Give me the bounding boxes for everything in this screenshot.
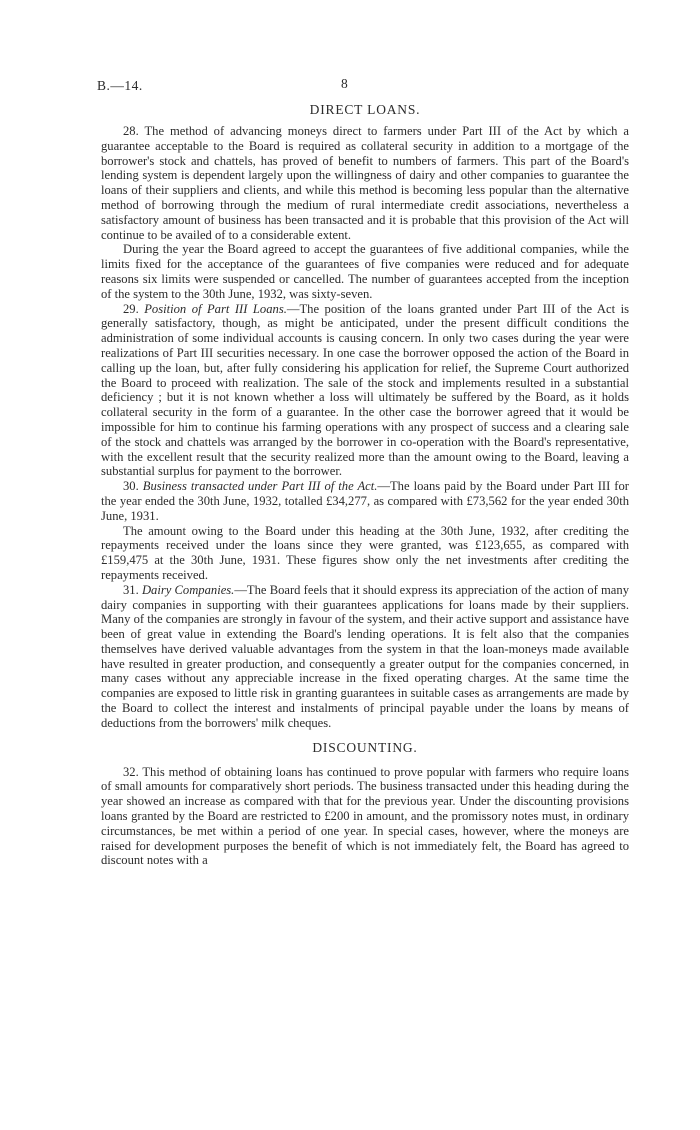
paragraph-title: Position of Part III Loans. bbox=[144, 301, 287, 316]
document-page bbox=[97, 76, 629, 868]
paragraph-30-continued: The amount owing to the Board under this heading at the 30th June, 1932, after crediting the repayments received under the loans since they were granted, was £123,655, as compared with £159,475 at the 30th June, 1931. These figures show only the net investments after crediting the repayments received. bbox=[101, 523, 629, 582]
paragraph-29: 29. Position of Part III Loans.—The position of the loans granted under Part III of the Act is generally satisfactory, though, as might be anticipated, under the present difficult conditions the administration of some individual accounts is causing concern. In only two cases during the year were realizations of Part III securities necessary. In one case the borrower opposed the action of the Board in calling up the loan, but, after fully considering his application for relief, the Supreme Court authorized the Board to proceed with realization. The sale of the stock and implements resulted in a substantial deficiency ; but it is not known whether a loss will ultimately be suffered by the Board, as it holds collateral security in the form of a guarantee. In the other case the borrower agreed that it would be impossible for him to continue his farming operations with any prospect of success and a clearing sale of the stock and chattels was arranged by the borrower in co-operation with the Board's representative, with the excellent result that the security realized more than the amount owing to the Board, leaving a substantial surplus for payment to the borrower. bbox=[101, 301, 629, 479]
paragraph-title: Business transacted under Part III of the Act. bbox=[142, 479, 378, 494]
section-heading-direct-loans: DIRECT LOANS. bbox=[309, 102, 421, 117]
page-header bbox=[97, 76, 629, 96]
paragraph-28: 28. The method of advancing moneys direct to farmers under Part III of the Act by which a guarantee acceptable to the Board is required as collateral security in addition to a mortgage of the borrower's stock and chattels, has proved of benefit to numbers of farmers. This part of the Board's lending system is dependent largely upon the willingness of dairy and other companies to guarantee the loans of their suppliers and clients, and while this method is becoming less popular than the alternative method of borrowing through the medium of rural intermediate credit associations, nevertheless a satisfactory amount of business has been transacted and it is probable that this provision of the Act will continue to be availed of to a considerable extent. bbox=[101, 124, 629, 242]
paragraph-31: 31. Dairy Companies.—The Board feels that it should express its appreciation of the action of many dairy companies in supporting with their guarantees applications for loans made by their suppliers. Many of the companies are strongly in favour of the system, and their active support and assistance have been of great value in extending the Board's lending operations. It is felt also that the companies themselves have derived valuable advantages from the system in that the loan-moneys made available have resulted in greater production, and consequently a greater output for the companies concerned, in many cases without any appreciable increase in the fixed operating charges. At the same time the companies are exposed to little risk in granting guarantees in suitable cases as arrangements are made by the Board to collect the interest and instalments of principal payable under the loans by means of deductions from the borrowers' milk cheques. bbox=[101, 582, 629, 730]
paragraph-32: 32. This method of obtaining loans has continued to prove popular with farmers who require loans of small amounts for comparatively short periods. The business transacted under this heading during the year showed an increase as compared with that for the previous year. Under the discounting provisions loans granted by the Board are restricted to £200 in amount, and the promissory notes must, in ordinary circumstances, be met within a period of one year. In special cases, however, where the moneys are raised for development purposes the benefit of which is not immediately felt, the Board has agreed to discount notes with a bbox=[101, 764, 629, 868]
report-reference: B.—14. bbox=[97, 78, 143, 93]
paragraph-30: 30. Business transacted under Part III of the Act.—The loans paid by the Board under Part III for the year ended the 30th June, 1932, totalled £34,277, as compared with £73,562 for the year ended 30th June, 1931. bbox=[101, 479, 629, 523]
paragraph-28-continued: During the year the Board agreed to accept the guarantees of five additional companies, while the limits fixed for the acceptance of the guarantees of five companies were reduced and for adequate reasons six limits were suspended or cancelled. The number of guarantees accepted from the inception of the system to the 30th June, 1932, was sixty-seven. bbox=[101, 242, 629, 301]
page-number: 8 bbox=[341, 76, 348, 91]
paragraph-title: Dairy Companies. bbox=[141, 582, 235, 597]
section-heading-discounting: DISCOUNTING. bbox=[312, 739, 418, 755]
